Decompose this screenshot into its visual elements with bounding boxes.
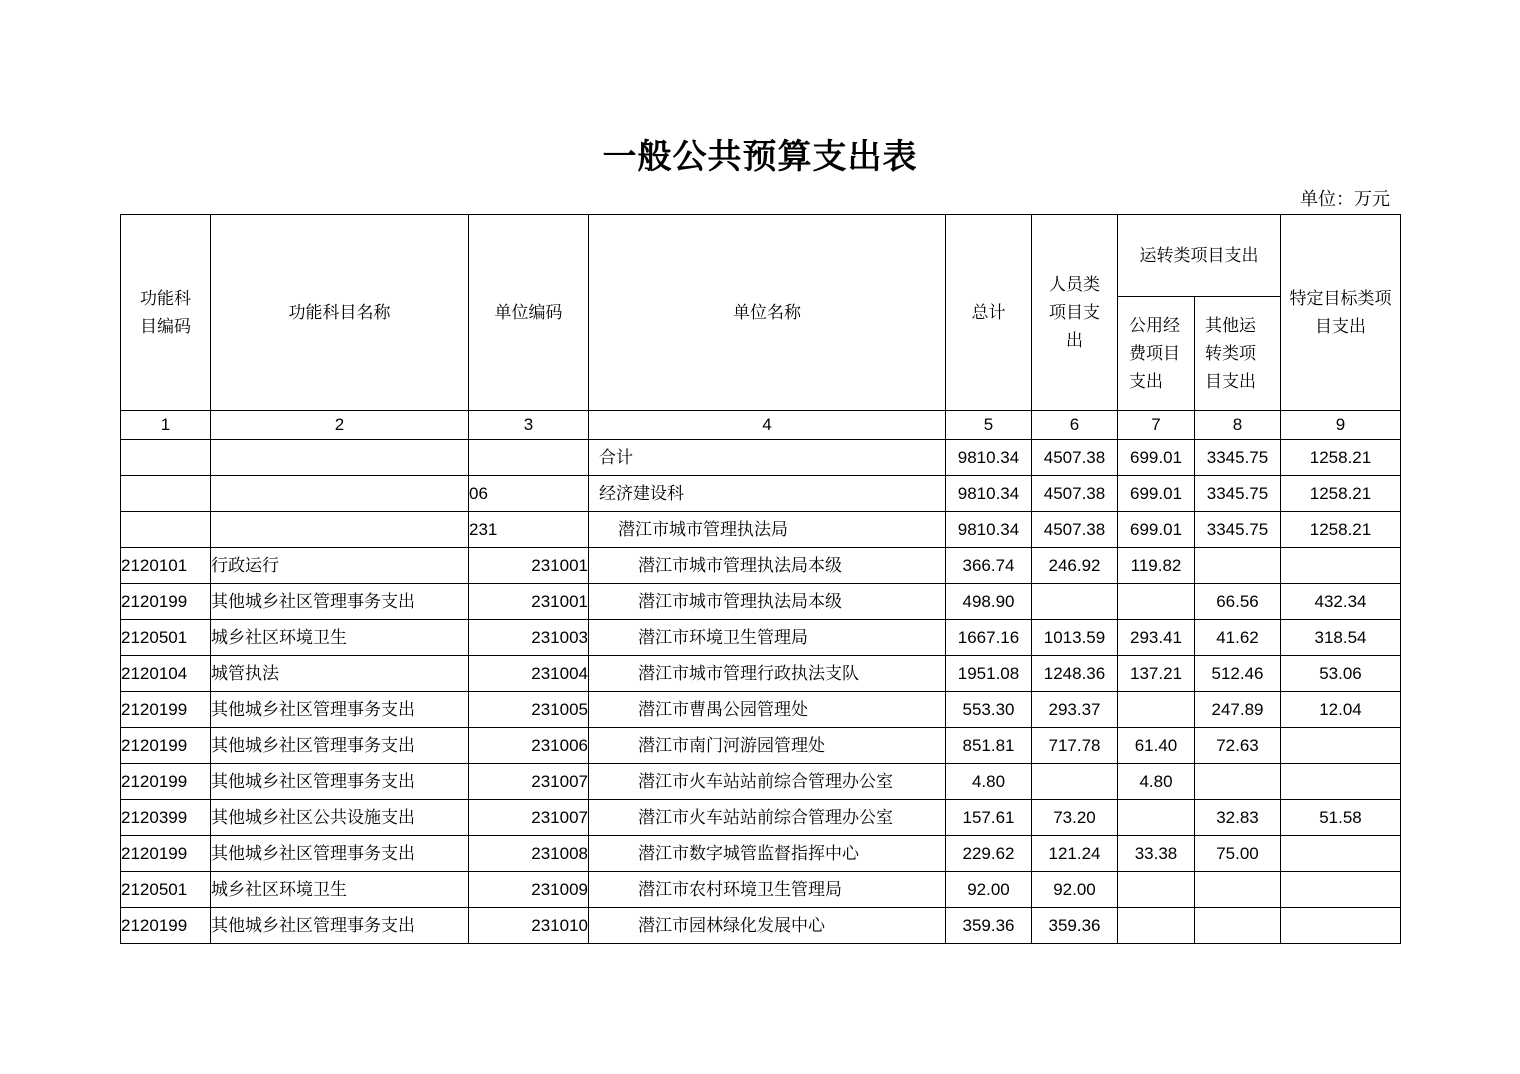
table-row	[121, 764, 1401, 800]
table-body	[121, 440, 1401, 944]
column-number: 9	[1281, 411, 1401, 440]
unit-code-cell: 231008	[469, 836, 589, 872]
func-code-cell	[121, 440, 211, 476]
other-operation-cell: 247.89	[1195, 692, 1281, 728]
personnel-cell: 1248.36	[1032, 656, 1118, 692]
public-expense-cell: 4.80	[1118, 764, 1195, 800]
public-expense-cell: 699.01	[1118, 476, 1195, 512]
func-name-cell: 其他城乡社区管理事务支出	[211, 764, 469, 800]
personnel-cell	[1032, 764, 1118, 800]
unit-code-cell: 231001	[469, 584, 589, 620]
total-cell: 9810.34	[946, 476, 1032, 512]
specific-target-cell	[1281, 908, 1401, 944]
table-row	[121, 800, 1401, 836]
personnel-cell: 359.36	[1032, 908, 1118, 944]
personnel-cell: 293.37	[1032, 692, 1118, 728]
personnel-cell: 73.20	[1032, 800, 1118, 836]
column-number: 3	[469, 411, 589, 440]
unit-code-cell: 231	[469, 512, 589, 548]
specific-target-cell: 318.54	[1281, 620, 1401, 656]
func-name-cell: 其他城乡社区管理事务支出	[211, 728, 469, 764]
func-code-cell: 2120199	[121, 728, 211, 764]
func-code-cell: 2120199	[121, 584, 211, 620]
total-cell: 1667.16	[946, 620, 1032, 656]
header-total: 总计	[946, 215, 1032, 411]
table-row	[121, 512, 1401, 548]
unit-code-cell: 231007	[469, 800, 589, 836]
func-code-cell: 2120199	[121, 764, 211, 800]
column-number-row	[121, 411, 1401, 440]
public-expense-cell: 137.21	[1118, 656, 1195, 692]
total-cell: 9810.34	[946, 440, 1032, 476]
unit-name-cell: 经济建设科	[589, 476, 946, 512]
total-cell: 359.36	[946, 908, 1032, 944]
specific-target-cell	[1281, 548, 1401, 584]
total-cell: 553.30	[946, 692, 1032, 728]
func-name-cell: 行政运行	[211, 548, 469, 584]
other-operation-cell: 66.56	[1195, 584, 1281, 620]
personnel-cell: 121.24	[1032, 836, 1118, 872]
personnel-cell	[1032, 584, 1118, 620]
table-row	[121, 656, 1401, 692]
personnel-cell: 4507.38	[1032, 512, 1118, 548]
func-code-cell: 2120399	[121, 800, 211, 836]
func-code-cell	[121, 476, 211, 512]
total-cell: 92.00	[946, 872, 1032, 908]
header-func-name: 功能科目名称	[211, 215, 469, 411]
func-name-cell	[211, 512, 469, 548]
specific-target-cell	[1281, 728, 1401, 764]
other-operation-cell: 75.00	[1195, 836, 1281, 872]
specific-target-cell	[1281, 872, 1401, 908]
public-expense-cell: 61.40	[1118, 728, 1195, 764]
header-other-operation: 其他运转类项目支出	[1195, 297, 1281, 411]
unit-name-cell: 潜江市环境卫生管理局	[589, 620, 946, 656]
table-row	[121, 440, 1401, 476]
func-code-cell	[121, 512, 211, 548]
column-number: 2	[211, 411, 469, 440]
unit-code-cell: 231007	[469, 764, 589, 800]
other-operation-cell	[1195, 548, 1281, 584]
header-func-code: 功能科目编码	[121, 215, 211, 411]
unit-name-cell: 潜江市火车站站前综合管理办公室	[589, 764, 946, 800]
func-code-cell: 2120104	[121, 656, 211, 692]
personnel-cell: 4507.38	[1032, 440, 1118, 476]
table-row	[121, 620, 1401, 656]
header-unit-name: 单位名称	[589, 215, 946, 411]
unit-name-cell: 潜江市数字城管监督指挥中心	[589, 836, 946, 872]
func-code-cell: 2120199	[121, 836, 211, 872]
column-number: 1	[121, 411, 211, 440]
unit-code-cell: 231006	[469, 728, 589, 764]
func-code-cell: 2120101	[121, 548, 211, 584]
func-name-cell: 其他城乡社区公共设施支出	[211, 800, 469, 836]
func-name-cell: 城乡社区环境卫生	[211, 872, 469, 908]
unit-name-cell: 合计	[589, 440, 946, 476]
unit-name-cell: 潜江市火车站站前综合管理办公室	[589, 800, 946, 836]
public-expense-cell	[1118, 692, 1195, 728]
other-operation-cell: 512.46	[1195, 656, 1281, 692]
func-name-cell: 其他城乡社区管理事务支出	[211, 692, 469, 728]
unit-name-cell: 潜江市城市管理行政执法支队	[589, 656, 946, 692]
specific-target-cell	[1281, 836, 1401, 872]
other-operation-cell: 3345.75	[1195, 476, 1281, 512]
specific-target-cell: 1258.21	[1281, 512, 1401, 548]
specific-target-cell: 1258.21	[1281, 440, 1401, 476]
personnel-cell: 717.78	[1032, 728, 1118, 764]
page-title: 一般公共预算支出表	[602, 137, 918, 177]
specific-target-cell: 53.06	[1281, 656, 1401, 692]
unit-name-cell: 潜江市城市管理执法局本级	[589, 548, 946, 584]
func-code-cell: 2120199	[121, 908, 211, 944]
column-number: 8	[1195, 411, 1281, 440]
public-expense-cell	[1118, 908, 1195, 944]
table-row	[121, 908, 1401, 944]
func-name-cell: 城管执法	[211, 656, 469, 692]
func-code-cell: 2120501	[121, 872, 211, 908]
column-number: 5	[946, 411, 1032, 440]
specific-target-cell: 432.34	[1281, 584, 1401, 620]
unit-code-cell: 231001	[469, 548, 589, 584]
table-row	[121, 584, 1401, 620]
total-cell: 851.81	[946, 728, 1032, 764]
func-name-cell: 其他城乡社区管理事务支出	[211, 836, 469, 872]
public-expense-cell: 699.01	[1118, 512, 1195, 548]
total-cell: 9810.34	[946, 512, 1032, 548]
public-expense-cell	[1118, 800, 1195, 836]
personnel-cell: 4507.38	[1032, 476, 1118, 512]
other-operation-cell: 41.62	[1195, 620, 1281, 656]
personnel-cell: 92.00	[1032, 872, 1118, 908]
public-expense-cell	[1118, 584, 1195, 620]
public-expense-cell	[1118, 872, 1195, 908]
unit-code-cell: 231003	[469, 620, 589, 656]
unit-code-cell: 231004	[469, 656, 589, 692]
unit-code-cell: 231010	[469, 908, 589, 944]
total-cell: 157.61	[946, 800, 1032, 836]
other-operation-cell: 3345.75	[1195, 440, 1281, 476]
unit-code-cell: 231005	[469, 692, 589, 728]
header-operation-group: 运转类项目支出	[1118, 215, 1281, 297]
header-personnel: 人员类项目支出	[1032, 215, 1118, 411]
other-operation-cell: 3345.75	[1195, 512, 1281, 548]
header-specific-target: 特定目标类项目支出	[1281, 215, 1401, 411]
other-operation-cell: 72.63	[1195, 728, 1281, 764]
unit-label: 单位：万元	[1300, 189, 1390, 210]
unit-name-cell: 潜江市农村环境卫生管理局	[589, 872, 946, 908]
public-expense-cell: 33.38	[1118, 836, 1195, 872]
func-name-cell	[211, 476, 469, 512]
table-row	[121, 872, 1401, 908]
column-number: 7	[1118, 411, 1195, 440]
unit-name-cell: 潜江市曹禺公园管理处	[589, 692, 946, 728]
func-code-cell: 2120199	[121, 692, 211, 728]
budget-table	[120, 214, 1401, 944]
specific-target-cell: 51.58	[1281, 800, 1401, 836]
unit-name-cell: 潜江市城市管理执法局本级	[589, 584, 946, 620]
total-cell: 229.62	[946, 836, 1032, 872]
specific-target-cell	[1281, 764, 1401, 800]
other-operation-cell	[1195, 764, 1281, 800]
func-name-cell: 城乡社区环境卫生	[211, 620, 469, 656]
table-row	[121, 548, 1401, 584]
public-expense-cell: 699.01	[1118, 440, 1195, 476]
unit-code-cell	[469, 440, 589, 476]
unit-code-cell: 06	[469, 476, 589, 512]
column-number: 4	[589, 411, 946, 440]
total-cell: 366.74	[946, 548, 1032, 584]
table-row	[121, 476, 1401, 512]
header-unit-code: 单位编码	[469, 215, 589, 411]
func-name-cell	[211, 440, 469, 476]
column-number: 6	[1032, 411, 1118, 440]
header-public-expense: 公用经费项目支出	[1118, 297, 1195, 411]
func-name-cell: 其他城乡社区管理事务支出	[211, 584, 469, 620]
total-cell: 498.90	[946, 584, 1032, 620]
table-row	[121, 836, 1401, 872]
total-cell: 4.80	[946, 764, 1032, 800]
unit-name-cell: 潜江市南门河游园管理处	[589, 728, 946, 764]
other-operation-cell: 32.83	[1195, 800, 1281, 836]
table-row	[121, 692, 1401, 728]
func-name-cell: 其他城乡社区管理事务支出	[211, 908, 469, 944]
other-operation-cell	[1195, 872, 1281, 908]
total-cell: 1951.08	[946, 656, 1032, 692]
other-operation-cell	[1195, 908, 1281, 944]
unit-name-cell: 潜江市城市管理执法局	[589, 512, 946, 548]
public-expense-cell: 119.82	[1118, 548, 1195, 584]
personnel-cell: 1013.59	[1032, 620, 1118, 656]
specific-target-cell: 1258.21	[1281, 476, 1401, 512]
specific-target-cell: 12.04	[1281, 692, 1401, 728]
unit-name-cell: 潜江市园林绿化发展中心	[589, 908, 946, 944]
unit-code-cell: 231009	[469, 872, 589, 908]
table-row	[121, 728, 1401, 764]
public-expense-cell: 293.41	[1118, 620, 1195, 656]
personnel-cell: 246.92	[1032, 548, 1118, 584]
func-code-cell: 2120501	[121, 620, 211, 656]
